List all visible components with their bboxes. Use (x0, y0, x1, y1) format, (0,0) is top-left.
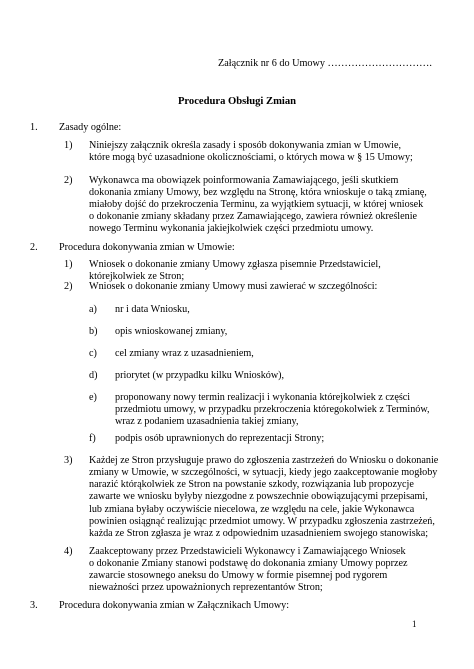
text-line: Każdej ze Stron przysługuje prawo do zgłoszenia zastrzeżeń do Wniosku o dokonanie (89, 455, 439, 467)
text-line: nr i data Wniosku, (115, 304, 190, 316)
text-line: Wniosek o dokonanie zmiany Umowy musi zawierać w szczególności: (89, 281, 378, 293)
subitem-letter: a) (89, 304, 97, 316)
item-text (89, 455, 439, 540)
annex-header: Załącznik nr 6 do Umowy …………………………. (218, 58, 432, 69)
section-heading: Procedura dokonywania zmian w Załącznikach Umowy: (59, 599, 290, 611)
section-number: 2. (30, 241, 38, 253)
text-line: proponowany nowy termin realizacji i wykonania którejkolwiek z części (115, 392, 411, 404)
item-number: 1) (64, 259, 73, 271)
text-line: każda ze Stron zgłasza je wraz z odpowiednim uzasadnieniem swojego stanowiska; (89, 527, 429, 539)
subitem-text (115, 433, 420, 445)
subitem-text (115, 326, 420, 338)
text-line: lub zmiana byłaby oczywiście niecelowa, ze względu na cele, jakie Wykonawca (89, 503, 415, 515)
text-line: które mogą być uzasadnione okolicznościami, o których mowa w § 15 Umowy; (89, 152, 413, 164)
item-number: 2) (64, 281, 73, 293)
text-line: wraz z podaniem uzasadnienia takiej zmiany, (115, 416, 299, 428)
subitem-letter: d) (89, 370, 98, 382)
text-line: miałoby dojść do przekroczenia Terminu, za wyjątkiem sytuacji, w której wniosek (89, 199, 424, 211)
text-line: nieważności przez upoważnionych reprezentantów Stron; (89, 582, 323, 594)
text-line: przedmiotu umowy, w przypadku przekroczenia któregokolwiek z Terminów, (115, 404, 430, 416)
text-line: dokonania zmiany Umowy, bez względu na Stronę, która wnioskuje o taką zmianę, (89, 187, 427, 199)
text-line: Wykonawca ma obowiązek poinformowania Zamawiającego, jeśli skutkiem (89, 175, 399, 187)
item-text (89, 259, 420, 283)
text-line: priorytet (w przypadku kilku Wniosków), (115, 370, 285, 382)
page-number: 1 (412, 619, 417, 629)
section-heading: Zasady ogólne: (59, 122, 122, 133)
text-line: narazić którąkolwiek ze Stron na powstanie szkody, rozwiązania lub propozycje (89, 479, 414, 491)
item-text (89, 175, 427, 235)
item-number: 2) (64, 175, 73, 187)
subitem-text (115, 370, 420, 382)
item-number: 1) (64, 140, 73, 152)
section-number: 1. (30, 122, 38, 133)
subitem-letter: f) (89, 433, 96, 445)
subitem-text (115, 392, 430, 428)
subitem-letter: b) (89, 326, 98, 338)
text-line: którejkolwiek ze Stron; (89, 271, 185, 283)
text-line: Niniejszy załącznik określa zasady i sposób dokonywania zmian w Umowie, (89, 140, 402, 152)
section-number: 3. (30, 599, 38, 611)
text-line: o dokonanie Zmiany stanowi podstawę do dokonania zmiany Umowy poprzez (89, 557, 408, 569)
text-line: zawarte we wniosku byłyby niezgodne z powszechnie obowiązującymi przepisami, (89, 491, 428, 503)
item-text (89, 281, 420, 293)
text-line: powinien osiągnąć realizując przedmiot umowy. W przypadku zgłoszenia zastrzeżeń, (89, 515, 435, 527)
text-line: Wniosek o dokonanie zmiany Umowy zgłasza pisemnie Przedstawiciel, (89, 259, 381, 271)
text-line: podpis osób uprawnionych do reprezentacji Strony; (115, 433, 325, 445)
text-line: zawarcie stosownego aneksu do Umowy w formie pisemnej pod rygorem (89, 570, 388, 582)
text-line: opis wnioskowanej zmiany, (115, 326, 228, 338)
item-number: 3) (64, 455, 73, 467)
subitem-letter: e) (89, 392, 97, 404)
item-number: 4) (64, 545, 73, 557)
subitem-text (115, 304, 420, 316)
section-heading: Procedura dokonywania zmian w Umowie: (59, 241, 235, 253)
text-line: nowego Terminu wykonania jakiejkolwiek części przedmiotu umowy. (89, 223, 374, 235)
subitem-text (115, 348, 420, 360)
text-line: zmiany w Umowie, w szczególności, w sytuacji, kiedy jego zaakceptowanie mogłoby (89, 467, 438, 479)
item-text (89, 140, 420, 164)
text-line: Zaakceptowany przez Przedstawicieli Wykonawcy i Zamawiającego Wniosek (89, 545, 406, 557)
text-line: cel zmiany wraz z uzasadnieniem, (115, 348, 254, 360)
document-title: Procedura Obsługi Zmian (177, 96, 297, 107)
item-text (89, 546, 420, 594)
text-line: o dokonanie zmiany składany przez Zamawiającego, zawiera również określenie (89, 211, 418, 223)
subitem-letter: c) (89, 348, 97, 360)
